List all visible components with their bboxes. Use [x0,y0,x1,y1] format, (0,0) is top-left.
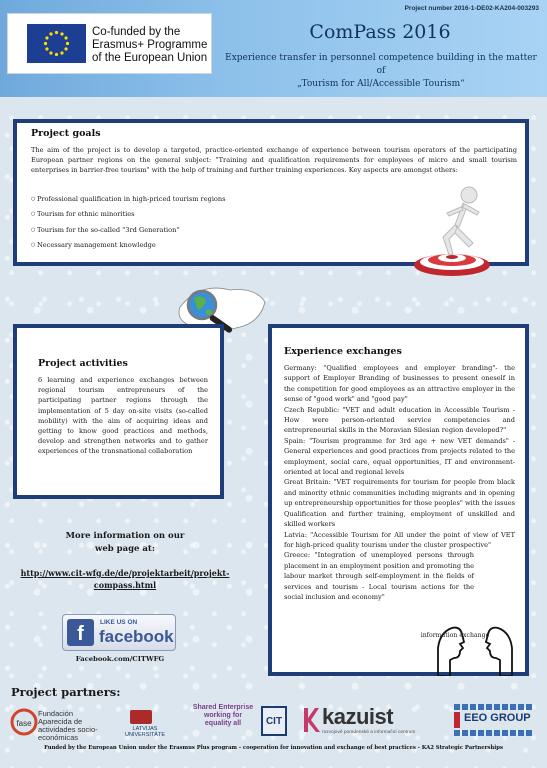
partner-logo-latvia-university: LATVIJAS UNIVERSITĀTE [112,702,178,742]
page-title: ComPass 2016 [309,21,451,43]
more-info-text: More information on our web page at: [65,531,185,554]
partner-logo-fase: fase Fundación Aparecida de actividades socio-económicas [10,702,100,742]
partner-logo-cit: CIT [259,702,291,742]
eu-star-icon [45,47,48,50]
exchange-latvia: Latvia: "Accessible Tourism for All under the point of view of VET for high-priced quality tourism under the cluster prospective" [284,530,515,549]
list-item: ○ Professional qualification in high-priced tourism regions [31,192,513,208]
eu-cofunded-text: Co-funded by the Erasmus+ Programme of the European Union [92,26,208,64]
eu-star-icon [55,53,58,56]
svg-text:fase: fase [16,719,32,728]
experience-exchanges-heading: Experience exchanges [284,346,402,357]
project-goals-box [13,119,529,266]
project-activities-heading: Project activities [38,358,128,369]
exchange-germany: Germany: "Qualified employees and employer branding"- the support of Employer Branding of businesses to present oneself in the competition for good employees as an attractive employer in the sense of "good work" and "good pay" [284,364,515,404]
partner-logo-shared-enterprise: Shared Enterprise working for equality all [192,704,254,727]
eu-star-icon [60,51,63,54]
information-exchange-heads-icon [430,618,520,676]
facebook-handle[interactable]: Facebook.com/CITWFG [75,655,165,663]
exchange-greece: Greece: "Integration of unemployed persons through placement in an employment position and promoting the labour market through self-employment in the fields of services and tourism - Local tourism actions for the social inclusion and economy" [284,551,474,601]
facebook-f-icon: f [67,619,94,646]
partner-logo-kazuist: kazuist rozvojově poradenské a informační centrum [300,702,430,742]
eu-star-icon [44,42,47,45]
kazuist-k-icon [302,706,320,734]
facebook-like-badge[interactable] [62,614,176,651]
exchange-spain: Spain: "Tourism programme for 3rd age + new VET demands" - General experiences and good practices from projects related to the employment, social care, equal opportunities, IT and environment-oriented at local and regional levels [284,436,515,477]
eu-cofunded-badge [7,13,212,74]
figure-on-target-illustration [407,185,497,280]
fase-icon [10,708,38,736]
eu-star-icon [49,32,52,35]
exchange-great-britain: Great Britain: "VET requirements for tourism for people from black and minority ethnic communities including migrants and in opening up entrepreneurship opportunities for those peoples" with the issues Qualification and further training, employment of unskilled and skilled workers [284,478,516,529]
eu-star-icon [66,42,69,45]
experience-exchanges-box [268,324,529,676]
project-activities-box [13,324,224,499]
partner-logo-eeo-group: EEO GROUP [454,702,538,742]
funding-footer: Funded by the European Union under the Erasmus Plus program - cooperation for innovation and exchange of best practices - KA2 Strategic Partnerships [44,745,503,751]
eu-star-icon [64,36,67,39]
header-banner [0,0,547,97]
exchange-czech-republic: Czech Republic: "VET and adult education in Accessible Tourism - How were person-oriented service competencies and entrepreneurial skills in the Moravian Silesian region developed?" [284,405,515,435]
list-item: ○ Tourism for ethnic minorities [31,207,513,223]
project-partners-heading: Project partners: [11,685,121,699]
list-item: ○ Tourism for the so-called "3rd Generation" [31,223,513,239]
eu-flag-icon [27,24,86,63]
list-item: ○ Necessary management knowledge [31,238,513,254]
eu-star-icon [45,36,48,39]
latvia-crest-icon [130,710,152,724]
facebook-like-text: LIKE US ON [100,619,138,626]
project-number: Project number 2016-1-DE02-KA204-003293 [404,5,539,12]
eu-star-icon [64,47,67,50]
project-goals-text: The aim of the project is to develop a targeted, practice-oriented exchange of experience between tourism operators of the participating European partner regions on the general subject: "Training and qualification requirements for employees of micro and small tourism enterprises in barrier-free tourism" with the help of training and further training experiences. Key aspects are amongst others: [31,146,517,175]
page-subtitle: Experience transfer in personnel competence building in the matter of „Tourism for All/Accessible Tourism“ [225,53,537,89]
partner-logos-row [0,702,547,742]
information-exchange-label: information exchange [420,632,490,639]
eu-star-icon [60,32,63,35]
eu-star-icon [49,51,52,54]
project-activities-text: 6 learning and experience exchanges between regional tourism entrepreneurs of the participating partner regions through the implementation of 5 day on-site visits (so-called mobility) with the aim of acquiring ideas and getting to know good practices and methods, develop and strengthen networks and to gather experiences of the transnational collaboration [38,376,208,456]
facebook-wordmark: facebook [99,627,174,646]
eu-star-icon [55,31,58,34]
project-web-link[interactable]: http://www.cit-wfg.de/de/projektarbeit/projekt- compass.html [20,568,230,590]
project-goals-heading: Project goals [31,128,101,139]
